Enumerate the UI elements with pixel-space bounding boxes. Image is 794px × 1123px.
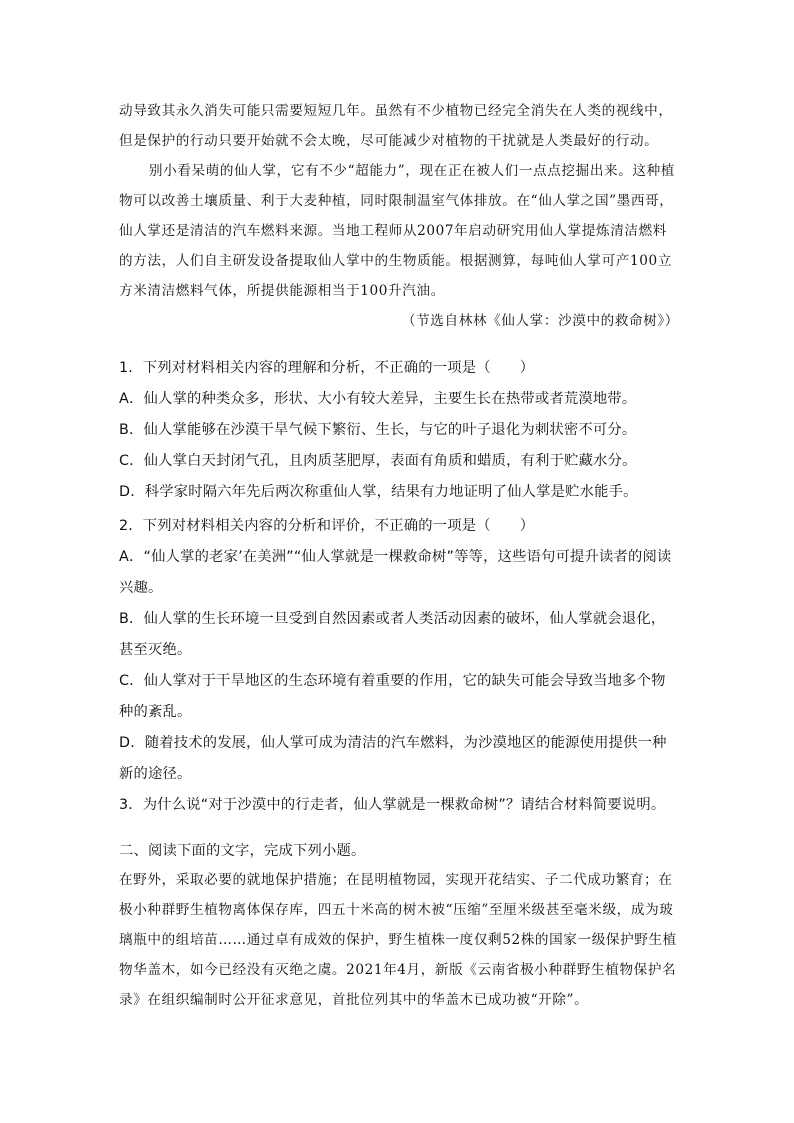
question-list bbox=[119, 353, 679, 821]
section-two-paragraph: 在野外，采取必要的就地保护措施；在昆明植物园，实现开花结实、子二代成功繁育；在极小种群野生植物离体保存库，四五十米高的树木被“压缩”至厘米级甚至毫米级，成为玻璃瓶中的组培苗……通过卓有成效的保护，野生植株一度仅剩52株的国家一级保护野生植物华盖木，如今已经没有灭绝之虞。2021年4月，新版《云南省极小种群野生植物保护名录》在组织编制时公开征求意见，首批位列其中的华盖木已成功被“开除”。 bbox=[119, 872, 677, 1008]
passage-one bbox=[119, 96, 679, 336]
question-2-option-b: B．仙人掌的生长环境一旦受到自然因素或者人类活动因素的破坏，仙人掌就会退化，甚至灭绝。 bbox=[119, 611, 666, 658]
question-3-stem: 3．为什么说“对于沙漠中的行走者，仙人掌就是一棵救命树”？请结合材料简要说明。 bbox=[119, 797, 666, 813]
question-2-stem: 2．下列对材料相关内容的分析和评价，不正确的一项是（ ） bbox=[119, 518, 535, 534]
question-1-option-c: C．仙人掌白天封闭气孔，且肉质茎肥厚，表面有角质和蜡质，有利于贮藏水分。 bbox=[119, 453, 637, 469]
question-2-option-a: A．“仙人掌的老家’在美洲”“仙人掌就是一棵救命树”等等，这些语句可提升读者的阅读兴趣。 bbox=[119, 549, 672, 596]
question-2-option-c: C．仙人掌对于干旱地区的生态环境有着重要的作用，它的缺失可能会导致当地多个物种的紊乱。 bbox=[119, 673, 666, 720]
section-two-passage bbox=[119, 865, 679, 1015]
question-1-option-a: A．仙人掌的种类众多，形状、大小有较大差异，主要生长在热带或者荒漠地带。 bbox=[119, 391, 637, 407]
passage-paragraph-1: 动导致其永久消失可能只需要短短几年。虽然有不少植物已经完全消失在人类的视线中，但是保护的行动只要开始就不会太晚，尽可能减少对植物的干扰就是人类最好的行动。 bbox=[119, 103, 673, 149]
section-two-heading: 二、阅读下面的文字，完成下列小题。 bbox=[119, 843, 366, 859]
passage-paragraph-2: 别小看呆萌的仙人掌，它有不少“超能力”，现在正在被人们一点点挖掘出来。这种植物可以改善土壤质量、利于大麦种植，同时限制温室气体排放。在“仙人掌之国”墨西哥，仙人掌还是清洁的汽车燃料来源。当地工程师从2007年启动研究用仙人掌提炼清洁燃料的方法，人们自主研发设备提取仙人掌中的生物质能。根据测算，每吨仙人掌可产100立方米清洁燃料气体，所提供能源相当于100升汽油。 bbox=[119, 163, 675, 299]
question-1-stem: 1．下列对材料相关内容的理解和分析，不正确的一项是（ ） bbox=[119, 360, 535, 376]
passage-source: （节选自林林《仙人掌：沙漠中的救命树》） bbox=[401, 313, 679, 329]
section-two-heading-wrap bbox=[119, 836, 679, 867]
question-1-option-b: B．仙人掌能够在沙漠干旱气候下繁衍、生长，与它的叶子退化为刺状密不可分。 bbox=[119, 422, 637, 438]
question-1-option-d: D．科学家时隔六年先后两次称重仙人掌，结果有力地证明了仙人掌是贮水能手。 bbox=[119, 484, 638, 500]
question-2-option-d: D．随着技术的发展，仙人掌可成为清洁的汽车燃料，为沙漠地区的能源使用提供一种新的途径。 bbox=[119, 735, 667, 782]
